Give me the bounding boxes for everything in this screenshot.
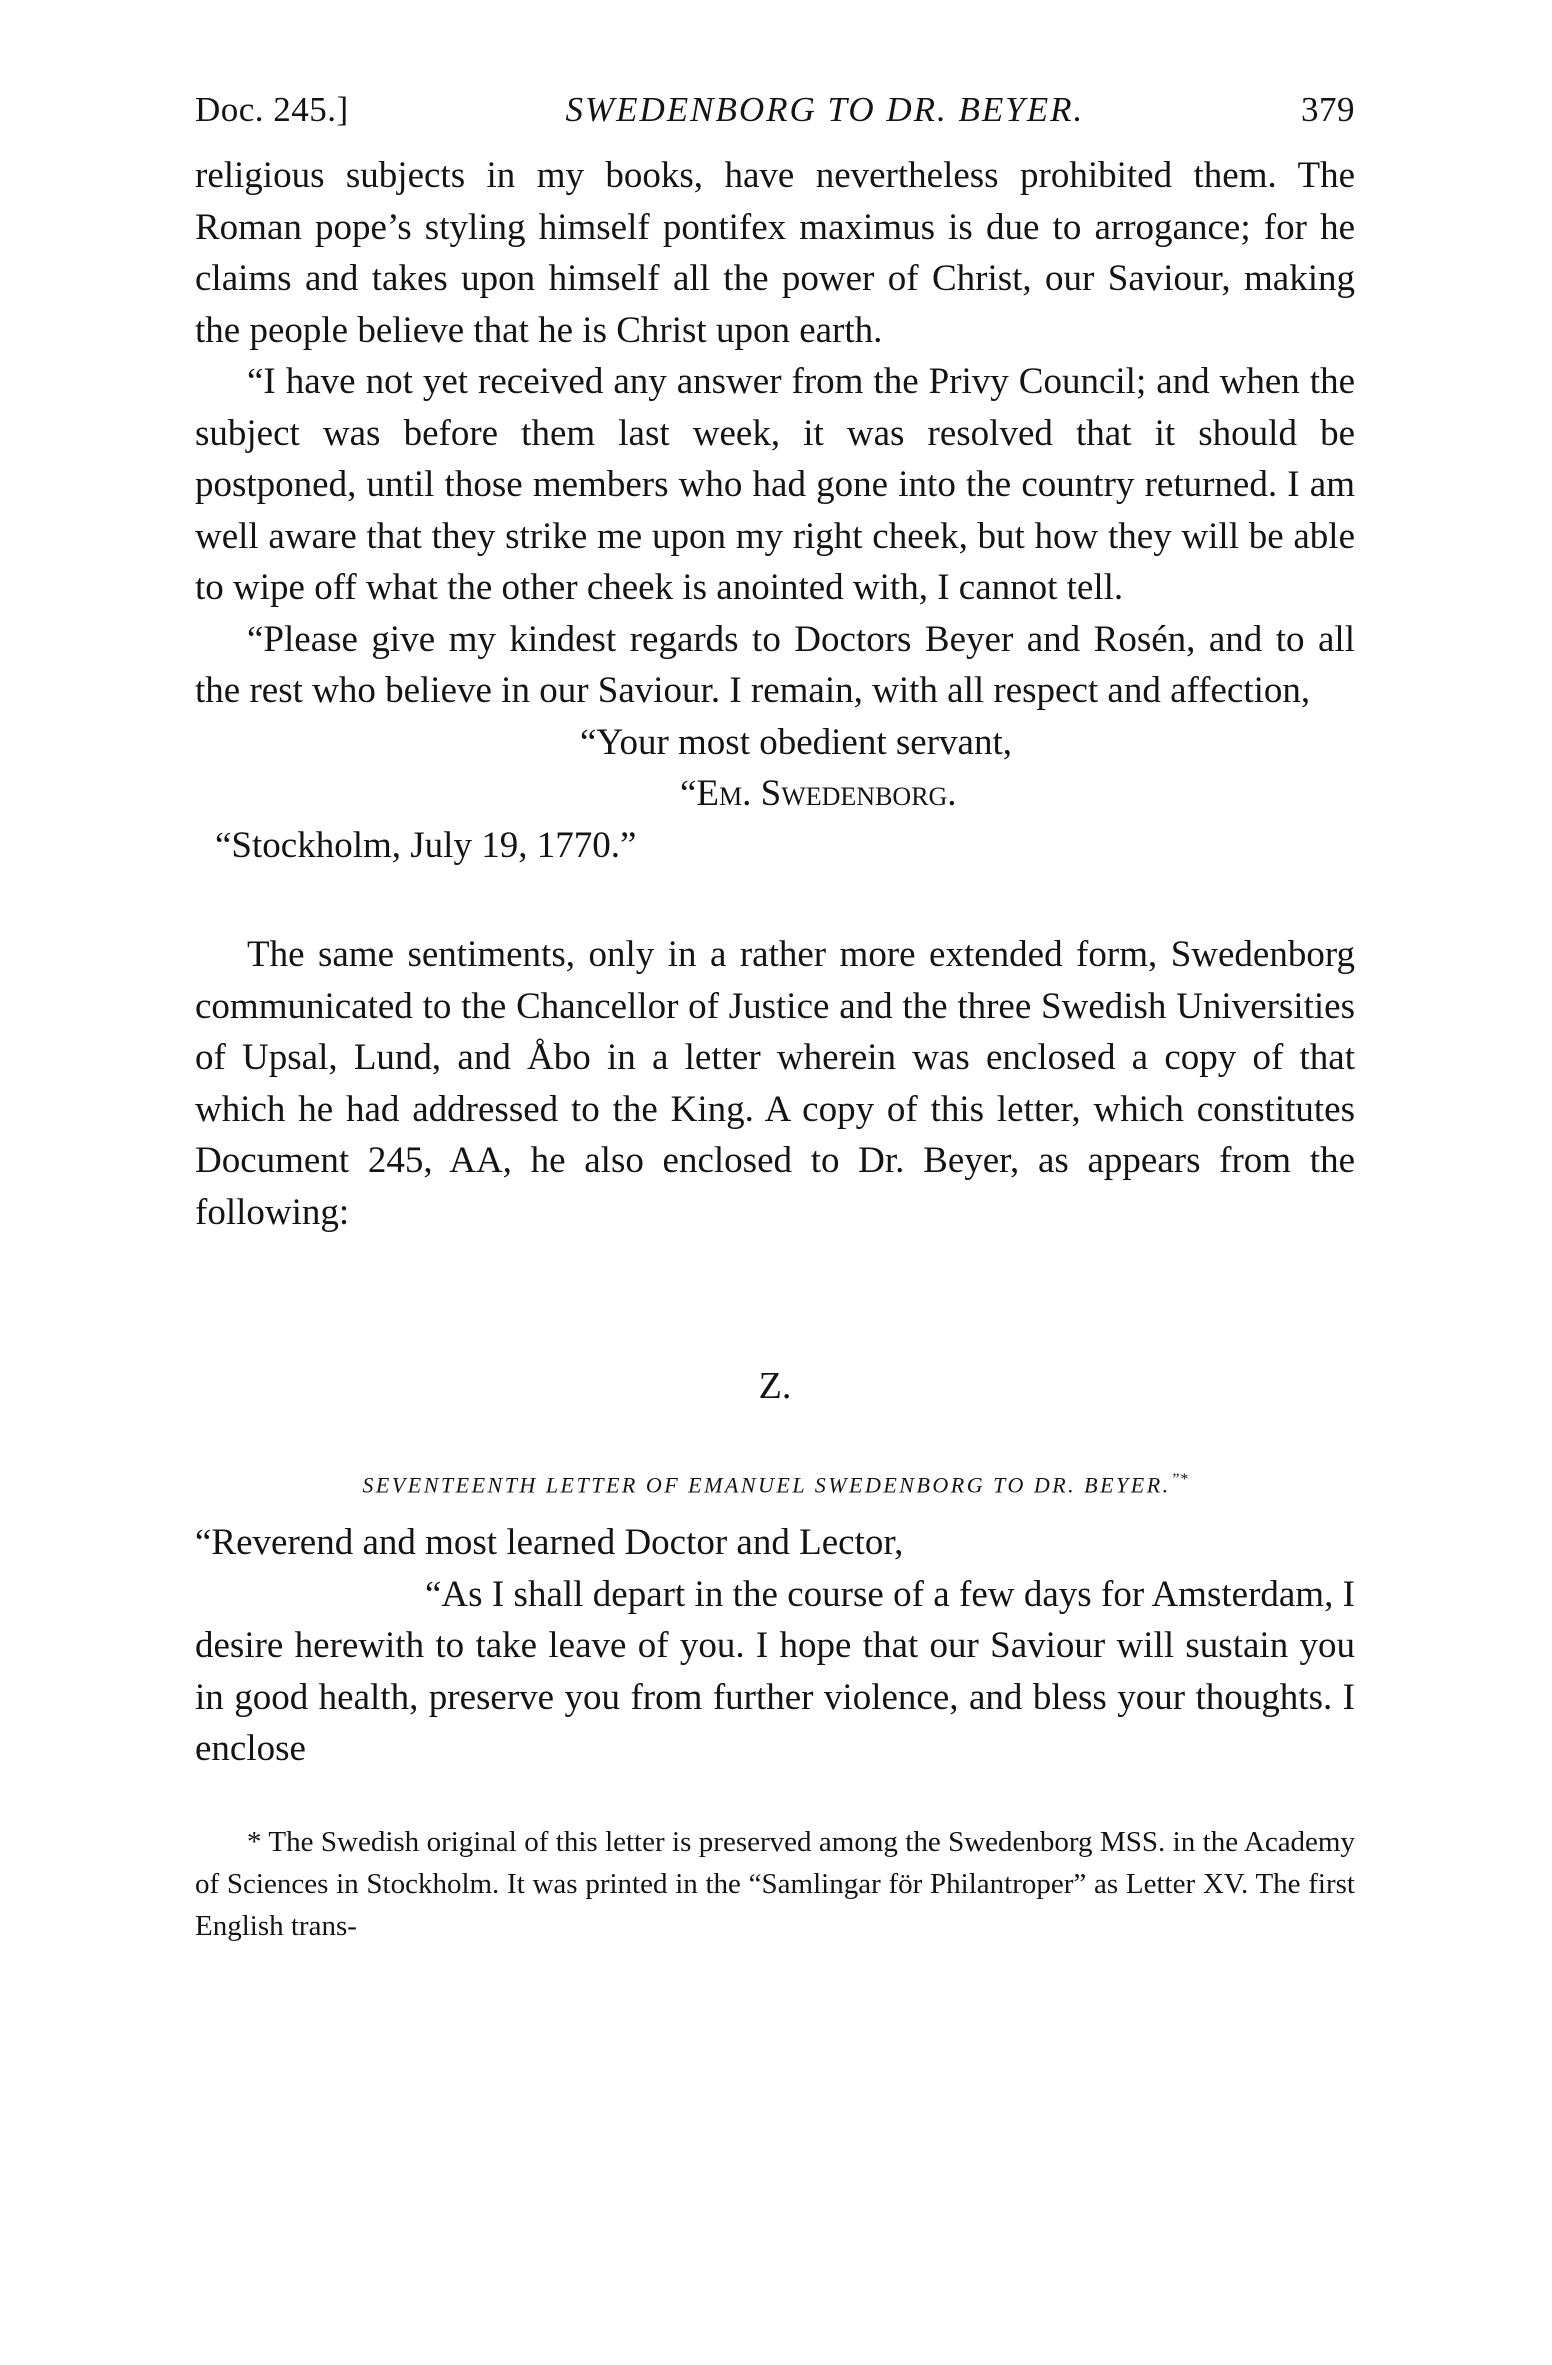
paragraph-narrative: The same sentiments, only in a rather more extended form, Swedenborg communicated to the Chancellor of Justice and the three Swedish Universities of Upsal, Lund, and Åbo in a letter wherein was enclosed a copy of that which he had addressed to the King. A copy of this letter, which constitutes Document 245, AA, he also enclosed to Dr. Beyer, as appears from the following:: [195, 934, 1355, 1233]
paragraph-privy-council: “I have not yet received any answer from the Privy Council; and when the subject was before them last week, it was resolved that it should be postponed, until those members who had gone into the country returned. I am well aware that they strike me upon my right cheek, but how they will be able to wipe off what the other cheek is anointed with, I cannot tell.: [195, 361, 1355, 608]
letter-signature: [195, 768, 1355, 820]
running-head: [195, 70, 1355, 150]
spacer: [195, 1238, 1355, 1356]
paragraph-continuation: religious subjects in my books, have nevertheless prohibited them. The Roman pope’s styling himself pontifex maximus is due to arrogance; for he claims and takes upon himself all the power of Christ, our Saviour, making the people believe that he is Christ upon earth.: [195, 155, 1355, 351]
letter-closing: “Your most obedient servant,: [580, 721, 1012, 763]
book-page: [195, 70, 1355, 1976]
section-letter: Z.: [758, 1365, 792, 1407]
footnote: * The Swedish original of this letter is preserved among the Swedenborg MSS. in the Academy of Sciences in Stockholm. It was printed in the “Samlingar för Philantroper” as Letter XV. The first English trans-: [195, 1825, 1355, 1942]
footnote-marker: ”*: [1170, 1471, 1188, 1488]
body-text: [195, 150, 1355, 1775]
signature-text: “Em. Swedenborg.: [680, 773, 957, 814]
running-title: SWEDENBORG TO DR. BEYER.: [565, 90, 1085, 129]
letter-salutation: “Reverend and most learned Doctor and Lector,: [195, 1522, 904, 1564]
letter-heading: [195, 1460, 1355, 1505]
letter-paragraph: “As I shall depart in the course of a few days for Amsterdam, I desire herewith to take leave of you. I hope that our Saviour will sustain you in good health, preserve you from further violence, and bless your thoughts. I enclose: [195, 1573, 1355, 1770]
doc-reference: Doc. 245.]: [195, 90, 349, 129]
page-number: 379: [1301, 90, 1355, 129]
letter-heading-text: SEVENTEENTH LETTER OF EMANUEL SWEDENBORG TO DR. BEYER.: [362, 1472, 1171, 1498]
paragraph-regards: “Please give my kindest regards to Doctors Beyer and Rosén, and to all the rest who believe in our Saviour. I remain, with all respect and affection,: [195, 618, 1355, 711]
spacer: [195, 871, 1355, 929]
letter-date: “Stockholm, July 19, 1770.”: [215, 824, 637, 866]
